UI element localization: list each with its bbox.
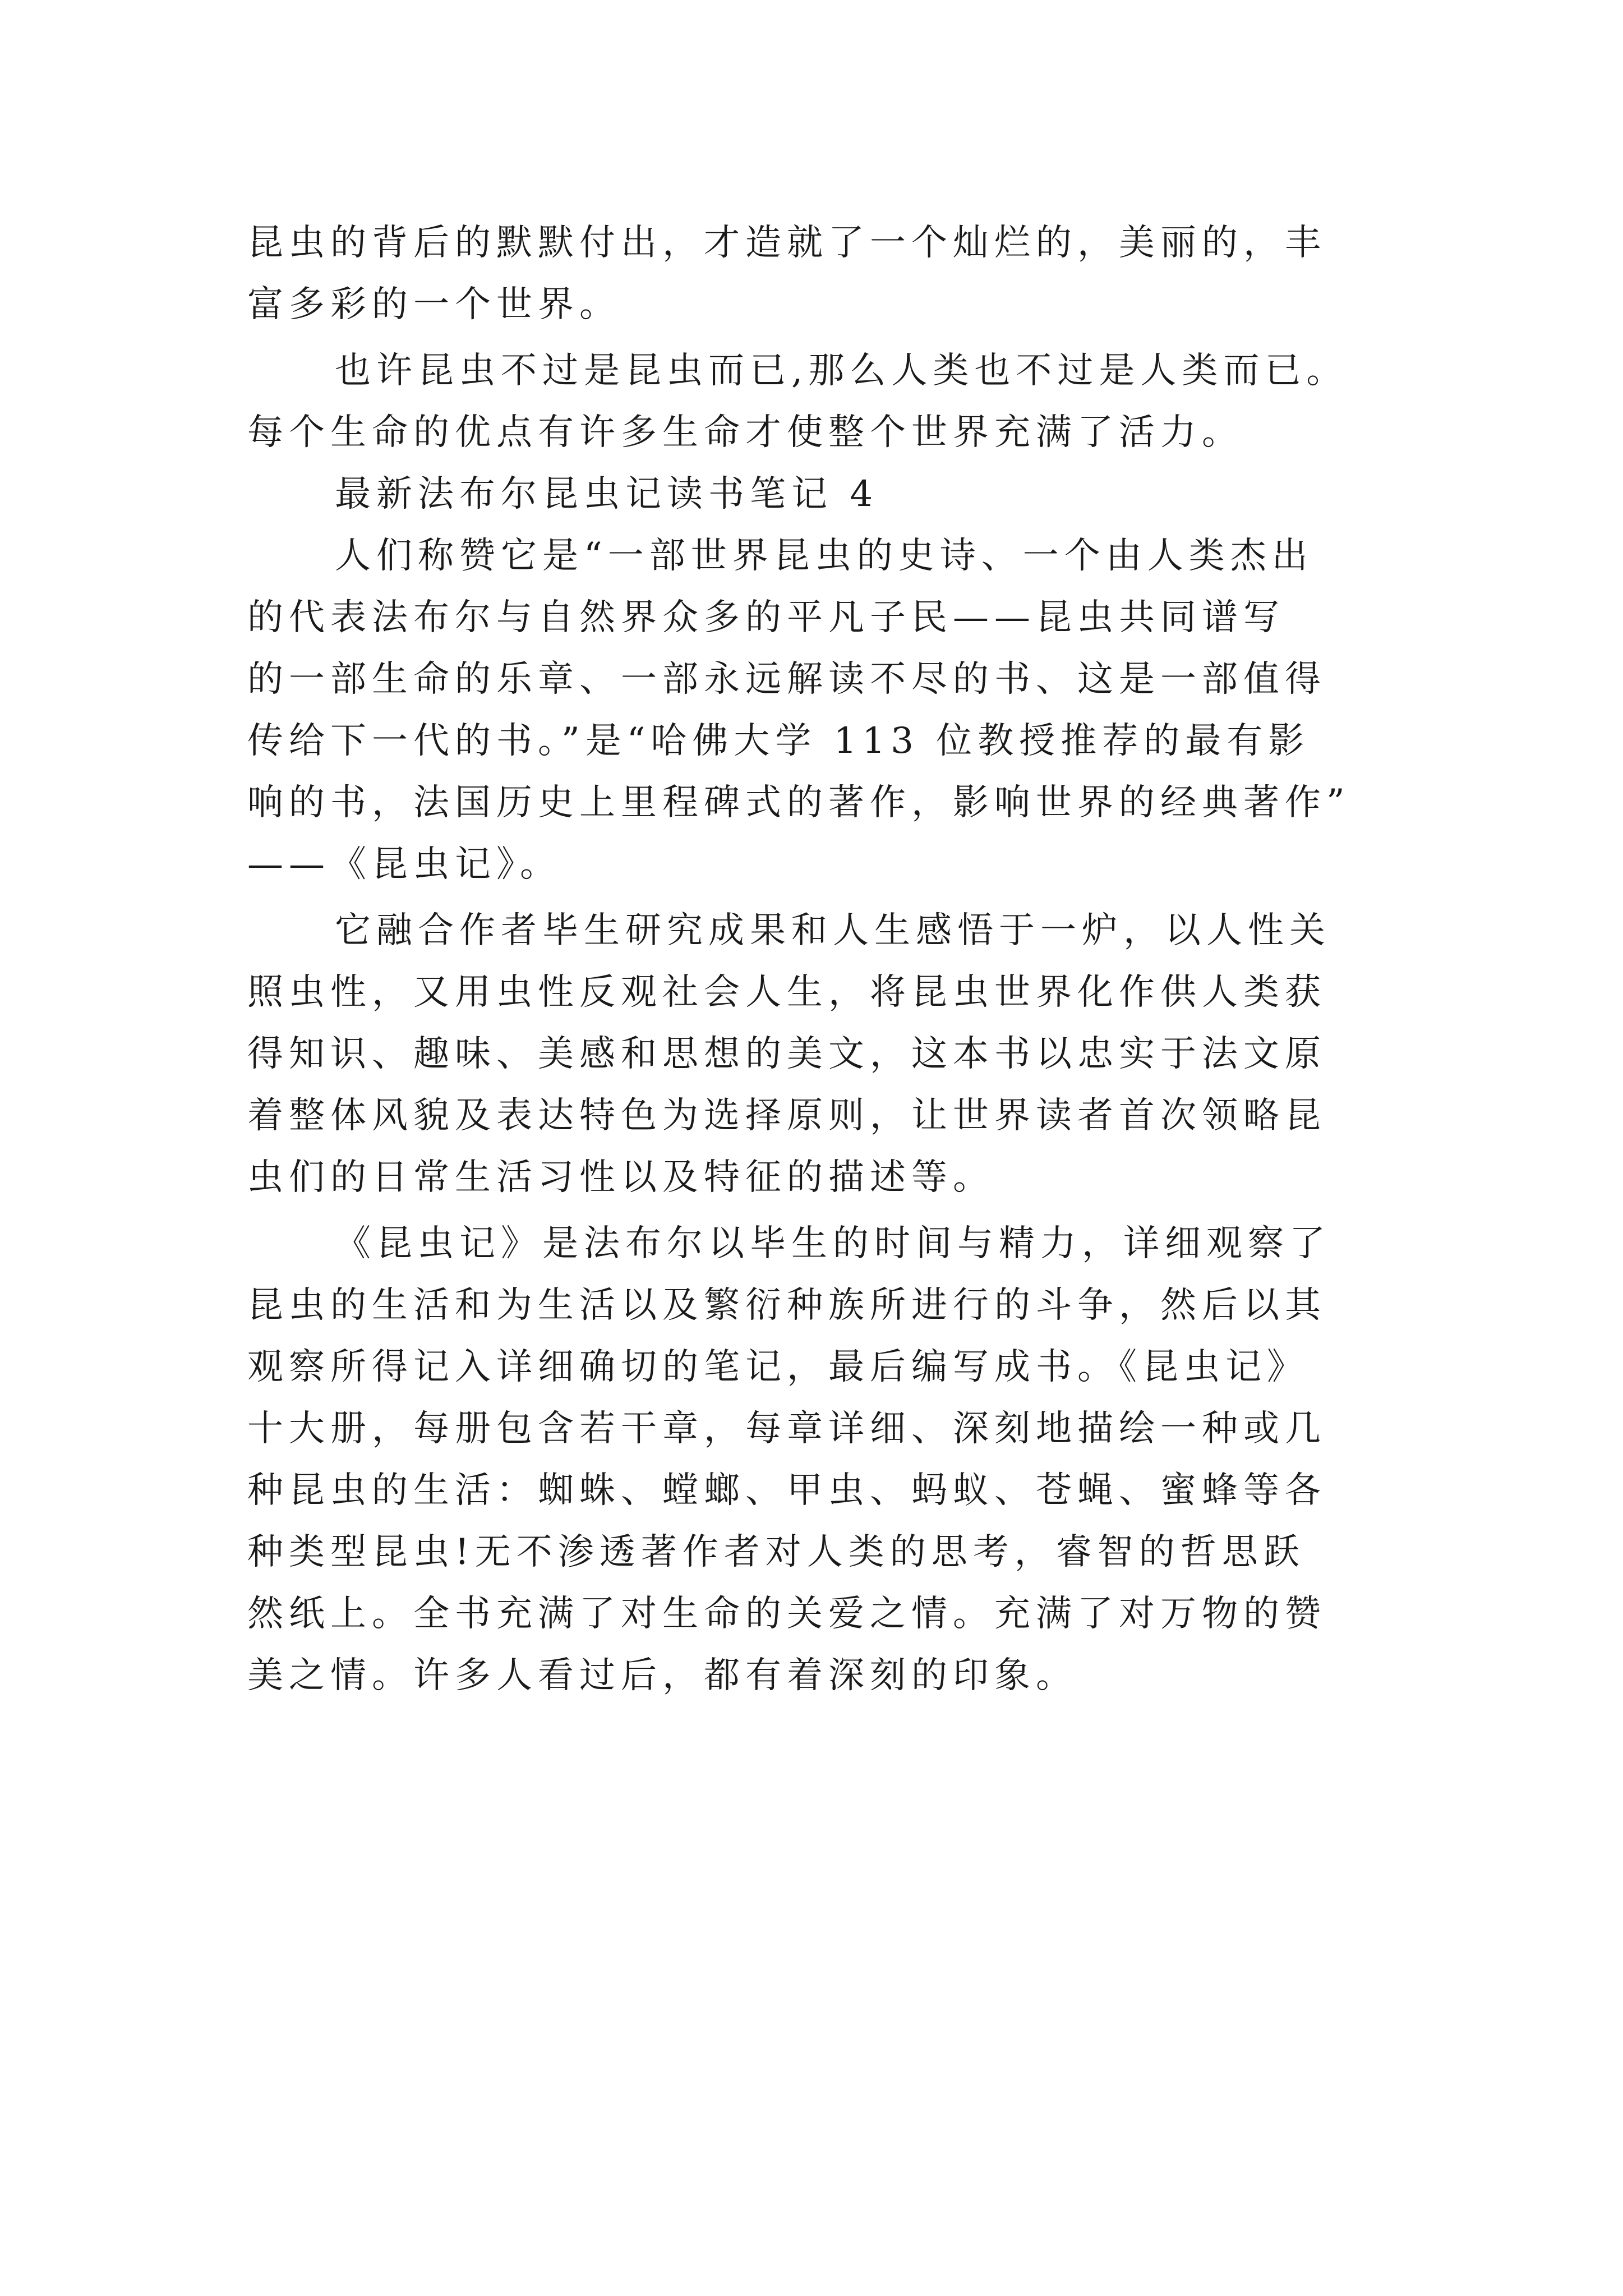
paragraph xyxy=(247,900,1453,1208)
text-line: 着整体风貌及表达特色为选择原则，让世界读者首次领略昆 xyxy=(247,1095,1326,1137)
text-line: 它融合作者毕生研究成果和人生感悟于一炉，以人性关 xyxy=(335,910,1331,951)
text-line: 种类型昆虫!无不渗透著作者对人类的思考，睿智的哲思跃 xyxy=(247,1531,1305,1573)
text-line: 《昆虫记》是法布尔以毕生的时间与精力，详细观察了 xyxy=(335,1223,1331,1264)
paragraph xyxy=(247,340,1453,463)
text-line: 十大册，每册包含若干章，每章详细、深刻地描绘一种或几 xyxy=(247,1408,1326,1450)
text-line: 响的书，法国历史上里程碑式的著作，影响世界的经典著作” xyxy=(247,782,1350,823)
text-line: 得知识、趣味、美感和思想的美文，这本书以忠实于法文原 xyxy=(247,1033,1326,1075)
text-line: 传给下一代的书。”是“哈佛大学 113 位教授推荐的最有影 xyxy=(247,720,1310,762)
text-line: 然纸上。全书充满了对生命的关爱之情。充满了对万物的赞 xyxy=(247,1593,1326,1635)
text-line: 照虫性，又用虫性反观社会人生，将昆虫世界化作供人类获 xyxy=(247,972,1326,1013)
text-line: ——《昆虫记》。 xyxy=(247,844,561,885)
text-line: 富多彩的一个世界。 xyxy=(247,284,621,325)
document-body xyxy=(247,212,1453,1706)
section-heading xyxy=(247,463,1453,525)
text-line: 每个生命的优点有许多生命才使整个世界充满了活力。 xyxy=(247,412,1243,453)
heading-line: 最新法布尔昆虫记读书笔记 4 xyxy=(335,473,879,515)
text-line: 人们称赞它是“一部世界昆虫的史诗、一个由人类杰出 xyxy=(335,535,1313,577)
text-line: 种昆虫的生活：蜘蛛、螳螂、甲虫、蚂蚁、苍蝇、蜜蜂等各 xyxy=(247,1470,1326,1511)
paragraph xyxy=(247,1213,1453,1706)
text-line: 美之情。许多人看过后，都有着深刻的印象。 xyxy=(247,1655,1077,1696)
text-line: 观察所得记入详细确切的笔记，最后编写成书。《昆虫记》 xyxy=(247,1346,1308,1388)
paragraph xyxy=(247,525,1453,895)
text-line: 也许昆虫不过是昆虫而已,那么人类也不过是人类而已。 xyxy=(335,350,1348,392)
paragraph-continuation xyxy=(247,212,1453,335)
text-line: 的一部生命的乐章、一部永远解读不尽的书、这是一部值得 xyxy=(247,659,1326,700)
text-line: 昆虫的生活和为生活以及繁衍种族所进行的斗争，然后以其 xyxy=(247,1285,1326,1326)
text-line: 虫们的日常生活习性以及特征的描述等。 xyxy=(247,1157,994,1198)
text-line: 昆虫的背后的默默付出，才造就了一个灿烂的，美丽的，丰 xyxy=(247,222,1326,264)
text-line: 的代表法布尔与自然界众多的平凡子民——昆虫共同谱写 xyxy=(247,597,1285,638)
